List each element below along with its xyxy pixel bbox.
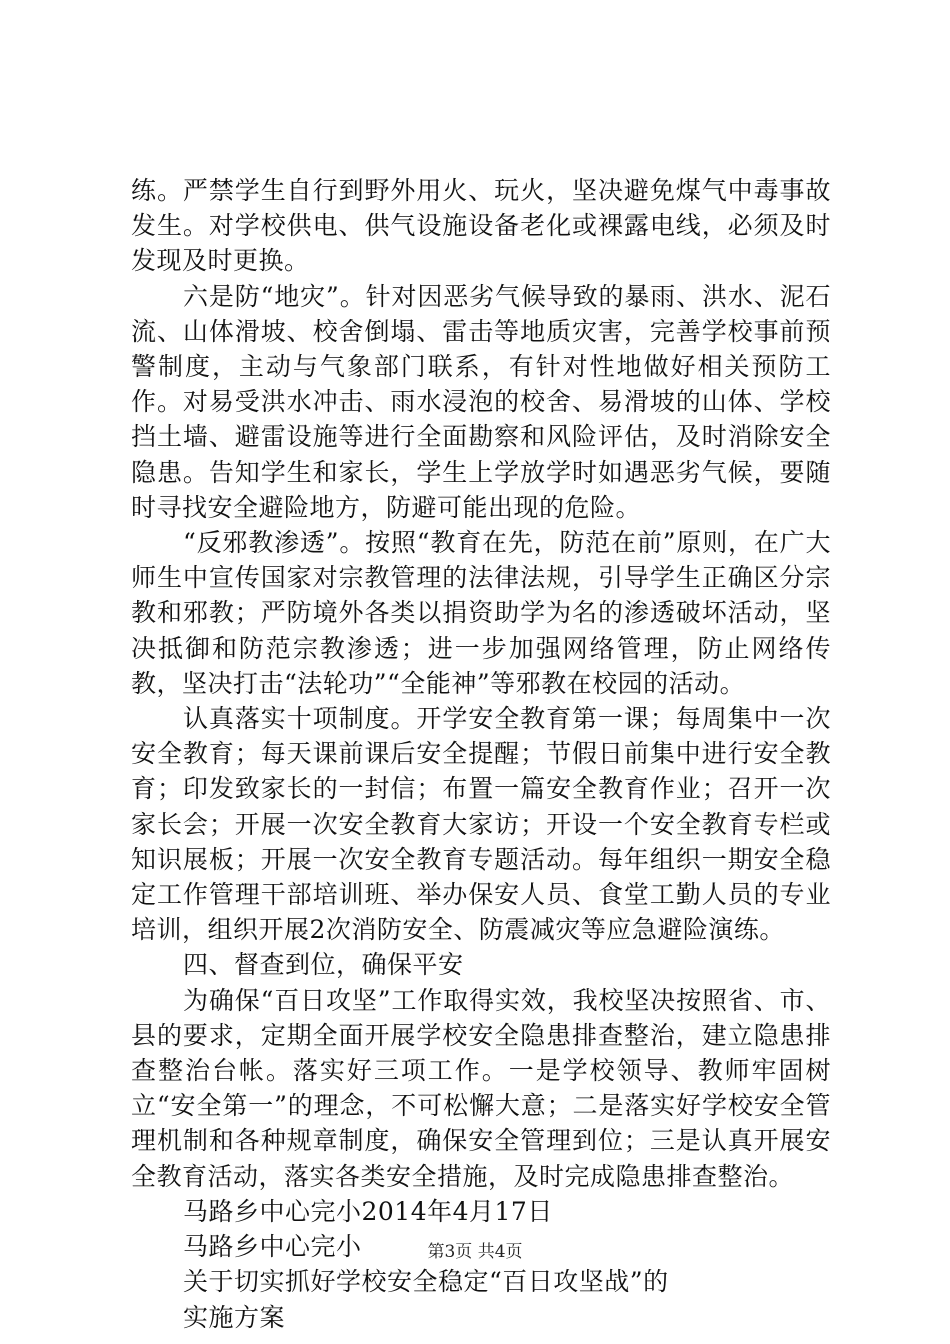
paragraph-ten-systems: 认真落实十项制度。开学安全教育第一课；每周集中一次安全教育；每天课前课后安全提醒；节假日前集中进行安全教育；印发致家长的一封信；布置一篇安全教育作业；召开一次家长会；开展一次安全教育大家访；开设一个安全教育专栏或知识展板；开展一次安全教育专题活动。每年组织一期安全稳定工作管理干部培训班、举办保安人员、食堂工勤人员的专业培训，组织开展2次消防安全、防震减灾等应急避险演练。	[131, 704, 831, 945]
paragraph-anti-cult: “反邪教渗透”。按照“教育在先，防范在前”原则，在广大师生中宣传国家对宗教管理的法律法规，引导学生正确区分宗教和邪教；严防境外各类以捐资助学为名的渗透破坏活动，坚决抵御和防范宗教渗透；进一步加强网络管理，防止网络传教，坚决打击“法轮功”“全能神”等邪教在校园的活动。	[131, 528, 831, 698]
section-heading-supervision: 四、督查到位，确保平安	[183, 950, 464, 980]
signature-date-line: 马路乡中心完小2014年4月17日	[183, 1196, 553, 1226]
plan-title-line-1: 关于切实抓好学校安全稳定“百日攻坚战”的	[183, 1267, 669, 1297]
document-body	[131, 173, 831, 1335]
paragraph-hundred-days: 为确保“百日攻坚”工作取得实效，我校坚决按照省、市、县的要求，定期全面开展学校安全隐患排查整治，建立隐患排查整治台帐。落实好三项工作。一是学校领导、教师牢固树立“安全第一”的理念，不可松懈大意；二是落实好学校安全管理机制和各种规章制度，确保安全管理到位；三是认真开展安全教育活动，落实各类安全措施，及时完成隐患排查整治。	[131, 985, 831, 1191]
school-name-line: 马路乡中心完小	[183, 1232, 362, 1262]
paragraph-fire-safety-end: 练。严禁学生自行到野外用火、玩火，坚决避免煤气中毒事故发生。对学校供电、供气设施设备老化或裸露电线，必须及时发现及时更换。	[131, 176, 831, 276]
plan-title-line-2: 实施方案	[183, 1302, 286, 1332]
paragraph-geological-disaster: 六是防“地灾”。针对因恶劣气候导致的暴雨、洪水、泥石流、山体滑坡、校舍倒塌、雷击等地质灾害，完善学校事前预警制度，主动与气象部门联系，有针对性地做好相关预防工作。对易受洪水冲击、雨水浸泡的校舍、易滑坡的山体、学校挡土墙、避雷设施等进行全面勘察和风险评估，及时消除安全隐患。告知学生和家长，学生上学放学时如遇恶劣气候，要随时寻找安全避险地方，防避可能出现的危险。	[131, 281, 831, 522]
page-footer: 第3页 共4页	[427, 1242, 523, 1262]
